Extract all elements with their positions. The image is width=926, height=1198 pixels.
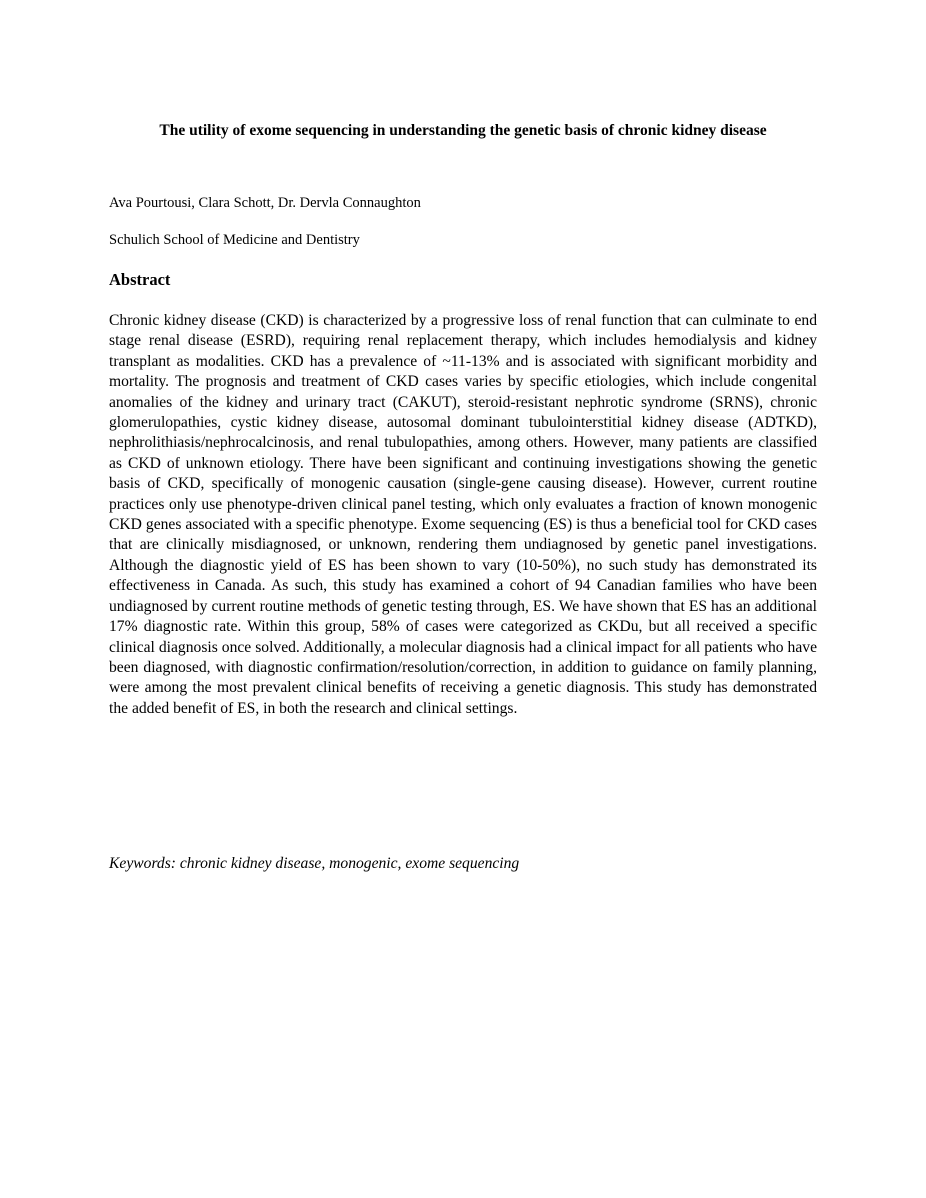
keywords-line: Keywords: chronic kidney disease, monogenic, exome sequencing: [109, 855, 520, 872]
affiliation: Schulich School of Medicine and Dentistry: [109, 232, 360, 248]
abstract-body: Chronic kidney disease (CKD) is characterized by a progressive loss of renal function that can culminate to end stage renal disease (ESRD), requiring renal replacement therapy, which includes hemodialysis and kidney transplant as modalities. CKD has a prevalence of ~11-13% and is associated with significant morbidity and mortality. The prognosis and treatment of CKD cases varies by specific etiologies, which include congenital anomalies of the kidney and urinary tract (CAKUT), steroid-resistant nephrotic syndrome (SRNS), chronic glomerulopathies, cystic kidney disease, autosomal dominant tubulointerstitial kidney disease (ADTKD), nephrolithiasis/nephrocalcinosis, and renal tubulopathies, among others. However, many patients are classified as CKD of unknown etiology. There have been significant and continuing investigations showing the genetic basis of CKD, specifically of monogenic causation (single-gene causing disease). However, current routine practices only use phenotype-driven clinical panel testing, which only evaluates a fraction of known monogenic CKD genes associated with a specific phenotype. Exome sequencing (ES) is thus a beneficial tool for CKD cases that are clinically misdiagnosed, or unknown, rendering them undiagnosed by genetic panel investigations. Although the diagnostic yield of ES has been shown to vary (10-50%), no such study has demonstrated its effectiveness in Canada. As such, this study has examined a cohort of 94 Canadian families who have been undiagnosed by current routine methods of genetic testing through, ES. We have shown that ES has an additional 17% diagnostic rate. Within this group, 58% of cases were categorized as CKDu, but all received a specific clinical diagnosis once solved. Additionally, a molecular diagnosis had a clinical impact for all patients who have been diagnosed, with diagnostic confirmation/resolution/correction, in addition to guidance on family planning, were among the most prevalent clinical benefits of receiving a genetic diagnosis. This study has demonstrated the added benefit of ES, in both the research and clinical settings.: [109, 312, 817, 717]
paper-title: The utility of exome sequencing in understanding the genetic basis of chronic kidney disease: [159, 122, 767, 139]
abstract-heading: Abstract: [109, 270, 171, 289]
author-list: Ava Pourtousi, Clara Schott, Dr. Dervla Connaughton: [109, 195, 421, 211]
